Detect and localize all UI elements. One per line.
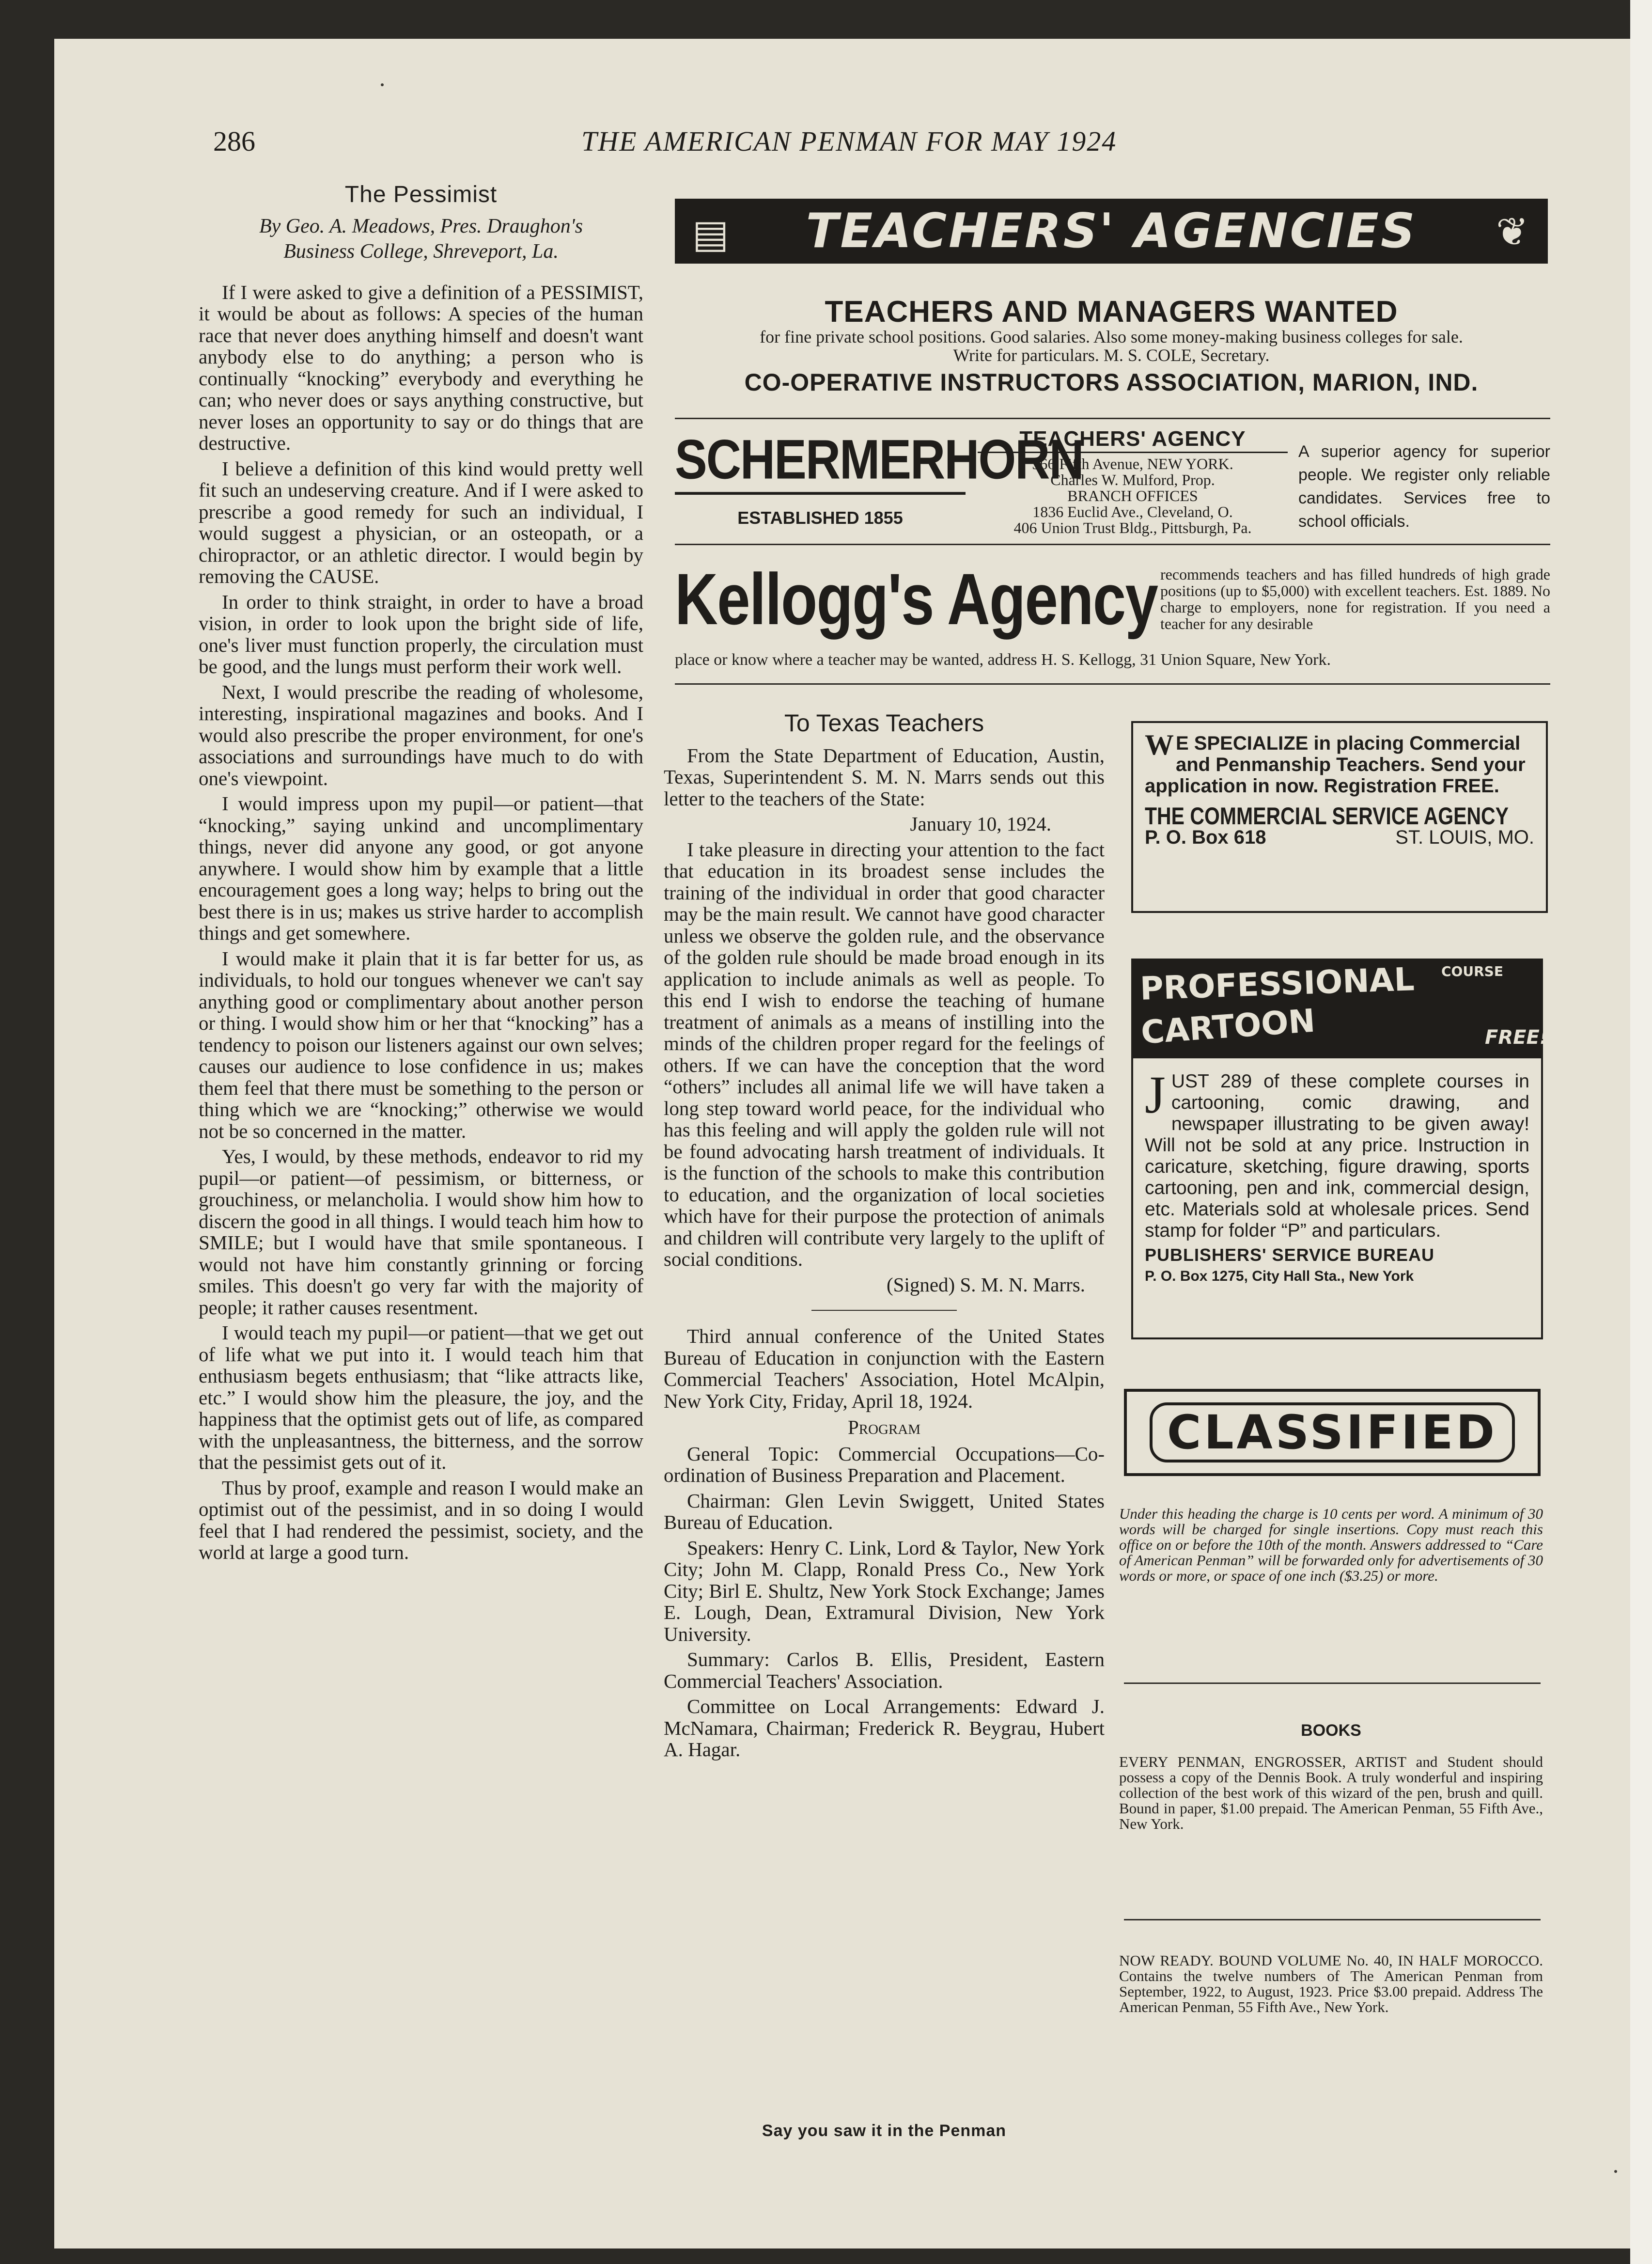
schermerhorn-addresses: TEACHERS' AGENCY 366 Fifth Avenue, NEW YORK. Charles W. Mulford, Prop. BRANCH OFFICES 1836 Euclid Ave., Cleveland, O. 406 Union Trust Bldg., Pittsburgh, Pa.: [978, 426, 1288, 536]
footer-note: Say you saw it in the Penman: [762, 2122, 1007, 2140]
speck: [1614, 2170, 1617, 2173]
paragraph: In order to think straight, in order to have a broad vision, in order to look upon the bright side of life, one's liver must function properly, the circulation must be good, and the lungs must perform their work well.: [199, 590, 643, 677]
pessimist-article: [199, 182, 643, 1567]
texas-article: [664, 709, 1105, 1764]
divider: [675, 418, 1550, 419]
cartoon-course-banner: PROFESSIONAL CARTOON COURSE FREE!: [1131, 959, 1543, 1058]
association-name: CO-OPERATIVE INSTRUCTORS ASSOCIATION, MARION, IND.: [744, 369, 1479, 396]
paragraph: If I were asked to give a definition of a PESSIMIST, it would be about as follows: A species of the human race that never does anything himself and doesn't want anybody else to do anything; a person who is continually “knocking” everybody and everything he can; who never does or says anything constructive, but never loses an opportunity to say or do things that are destructive.: [199, 281, 643, 454]
paragraph: Thus by proof, example and reason I would make an optimist out of the pessimist, and in so doing I would feel that I had rendered the pessimist, society, and the world at large a good turn.: [199, 1476, 643, 1563]
divider: [1124, 1682, 1541, 1684]
classified-notice: Under this heading the charge is 10 cents per word. A minimum of 30 words will be charged for single insertions. Copy must reach this office on or before the 10th of the month. Answers addressed to “Care of American Penman” will be forwarded only for advertisements of 30 words or more, or space of one inch ($3.25) or more.: [1119, 1505, 1543, 1584]
paragraph: Chairman: Glen Levin Swiggett, United States Bureau of Education.: [664, 1489, 1105, 1533]
byline: By Geo. A. Meadows, Pres. Draughon's Business College, Shreveport, La.: [259, 215, 583, 263]
kellogg-address: place or know where a teacher may be wanted, address H. S. Kellogg, 31 Union Square, New York.: [675, 651, 1331, 669]
letter-date: January 10, 1924.: [910, 813, 1051, 835]
divider: [675, 544, 1550, 545]
teachers-agencies-banner: ▤ TEACHERS' AGENCIES ❦: [675, 199, 1548, 264]
kellogg-logo: Kellogg's Agency: [675, 558, 1158, 640]
running-title: THE AMERICAN PENMAN FOR MAY 1924: [581, 126, 1117, 157]
speck: [381, 83, 384, 86]
agency-name: THE COMMERCIAL SERVICE AGENCY: [1145, 802, 1509, 830]
paragraph: I would teach my pupil—or patient—that we get out of life what we put into it. I would teach him that enthusiasm begets enthusiasm; that “like attracts like, etc.” I would show him the pleasure, the joy, and the happiness that the optimist gets out of life, as compared with the unpleasantness, the bitterness, and the sorrow that the pessimist gets out of it.: [199, 1321, 643, 1473]
classified-banner: CLASSIFIED: [1124, 1389, 1541, 1476]
publisher-address: P. O. Box 1275, City Hall Sta., New York: [1145, 1268, 1414, 1284]
paragraph: I believe a definition of this kind would pretty well fit such an undeserving creature. And if I were asked to prescribe a good remedy for such an individual, I would suggest a physician, or an osteopath, or a chiropractor, or an athletic director. I would begin by removing the CAUSE.: [199, 457, 643, 587]
cartoon-course-ad: J UST 289 of these complete courses in cartooning, comic drawing, and newspaper illustrating to be given away! Will not be sold at any price. Instruction in caricature, sketching, figure drawing, sports cartooning, pen and ink, commercial design, etc. Materials sold at wholesale prices. Send stamp for folder “P” and particulars. PUBLISHERS' SERVICE BUREAU P. O. Box 1275, City Hall Sta., New York: [1131, 1058, 1543, 1339]
divider: [675, 683, 1550, 685]
article-title: To Texas Teachers: [784, 709, 984, 737]
ad-headline: TEACHERS AND MANAGERS WANTED: [825, 295, 1398, 329]
paragraph: Third annual conference of the United States Bureau of Education in conjunction with the Eastern Commercial Teachers' Association, Hotel McAlpin, New York City, Friday, April 18, 1924.: [664, 1325, 1105, 1412]
schermerhorn-blurb: A superior agency for superior people. We register only reliable candidates. Services free to school officials.: [1298, 442, 1550, 531]
divider: [1124, 1919, 1541, 1920]
book-icon: ▤: [692, 211, 731, 256]
paragraph: I take pleasure in directing your attention to the fact that education in its broadest sense includes the training of the individual in order that good character may be the main result. We cannot have good character unless we observe the golden rule, and the observance of the golden rule should be made broad enough in its application to include animals as well as people. To this end I wish to endorse the teaching of humane treatment of animals as a means of instilling into the minds of the children proper regard for the feelings of others. If we can have the conception that the word “others” includes all animal life we will have taken a long step toward world peace, for the individual who has this feeling and will apply the golden rule will not be found advocating harsh treatment of individuals. It is the function of the schools to make this contribution to education, and the organization of local societies which have for their purpose the protection of animals and children will contribute very largely to the uplift of social conditions.: [664, 838, 1105, 1270]
dropcap: J: [1145, 1065, 1166, 1124]
publisher-name: PUBLISHERS' SERVICE BUREAU: [1145, 1245, 1434, 1265]
article-title: The Pessimist: [344, 182, 498, 207]
signature: (Signed) S. M. N. Marrs.: [887, 1273, 1085, 1296]
paragraph: General Topic: Commercial Occupations—Co-ordination of Business Preparation and Placement.: [664, 1442, 1105, 1486]
paragraph: I would make it plain that it is far better for us, as individuals, to hold our tongues whenever we can't say anything good or complimentary about another person or thing. I would show him or her that “knocking” has a tendency to poison our listeners against our own selves; causes our audience to lose confidence in us; makes them feel that there must be something to the person or thing which we are “knocking;” otherwise we would not be so concerned in the matter.: [199, 947, 643, 1142]
books-listing: EVERY PENMAN, ENGROSSER, ARTIST and Student should possess a copy of the Dennis Book. A truly wonderful and inspiring collection of the best work of this wizard of the pen, brush and quill. Bound in paper, $1.00 prepaid. The American Penman, 55 Fifth Ave., New York.: [1119, 1753, 1543, 1832]
laurel-ornament-icon: ❦: [1496, 209, 1530, 254]
program-heading: Program: [847, 1416, 921, 1438]
ad-details: for fine private school positions. Good salaries. Also some money-making business colleges for sale. Write for particulars. M. S. COLE, Secretary.: [760, 327, 1463, 365]
paragraph: From the State Department of Education, Austin, Texas, Superintendent S. M. N. Marrs sends out this letter to the teachers of the State:: [664, 744, 1105, 810]
divider: [811, 1310, 957, 1311]
paragraph: Committee on Local Arrangements: Edward J. McNamara, Chairman; Frederick R. Beygrau, Hubert A. Hagar.: [664, 1695, 1105, 1761]
paragraph: I would impress upon my pupil—or patient—that “knocking,” saying unkind and uncomplimentary things, never did anyone any good, or got anyone anywhere. I would show him by example that a little encouragement goes a long way; helps to bring out the best there is in us; makes us strive harder to accomplish things and get somewhere.: [199, 792, 643, 944]
dropcap: W: [1145, 729, 1174, 761]
commercial-agency-ad: W E SPECIALIZE in placing Commercial and Penmanship Teachers. Send your application in now. Registration FREE. THE COMMERCIAL SERVICE AGENCY P. O. Box 618 ST. LOUIS, MO.: [1131, 721, 1548, 913]
scan-edge: [1630, 0, 1652, 2264]
paragraph: Summary: Carlos B. Ellis, President, Eastern Commercial Teachers' Association.: [664, 1648, 1105, 1692]
established-date: ESTABLISHED 1855: [737, 508, 903, 528]
bound-volume-listing: NOW READY. BOUND VOLUME No. 40, IN HALF MOROCCO. Contains the twelve numbers of The American Penman from September, 1922, to August, 1923. Price $3.00 prepaid. Address The American Penman, 55 Fifth Ave., New York.: [1119, 1952, 1543, 2015]
kellogg-blurb: recommends teachers and has filled hundreds of high grade positions (up to $5,000) with excellent teachers. Est. 1889. No charge to employers, none for registration. If you need a teacher for any desirable: [1160, 566, 1550, 632]
books-heading: BOOKS: [1301, 1721, 1361, 1740]
paragraph: Speakers: Henry C. Link, Lord & Taylor, New York City; John M. Clapp, Ronald Press Co., New York City; Birl E. Shultz, New York Stock Exchange; James E. Lough, Dean, Extramural Division, New York University.: [664, 1536, 1105, 1645]
paragraph: Yes, I would, by these methods, endeavor to rid my pupil—or patient—of pessimism, or bitterness, or grouchiness, or melancholia. I would show him how to discern the good in all things. I would teach him how to SMILE; but I would have that smile spontaneous. I would not have him constantly grinning or forcing smiles. This doesn't go very far with the majority of people; it rather causes resentment.: [199, 1145, 643, 1319]
page-number: 286: [213, 126, 255, 157]
paragraph: Next, I would prescribe the reading of wholesome, interesting, inspirational magazines and books. And I would also prescribe the proper environment, for one's associations and surroundings have much to do with one's viewpoint.: [199, 680, 643, 789]
schermerhorn-logo: SCHERMERHORN: [675, 428, 966, 495]
agency-address: P. O. Box 618 ST. LOUIS, MO.: [1145, 827, 1534, 848]
